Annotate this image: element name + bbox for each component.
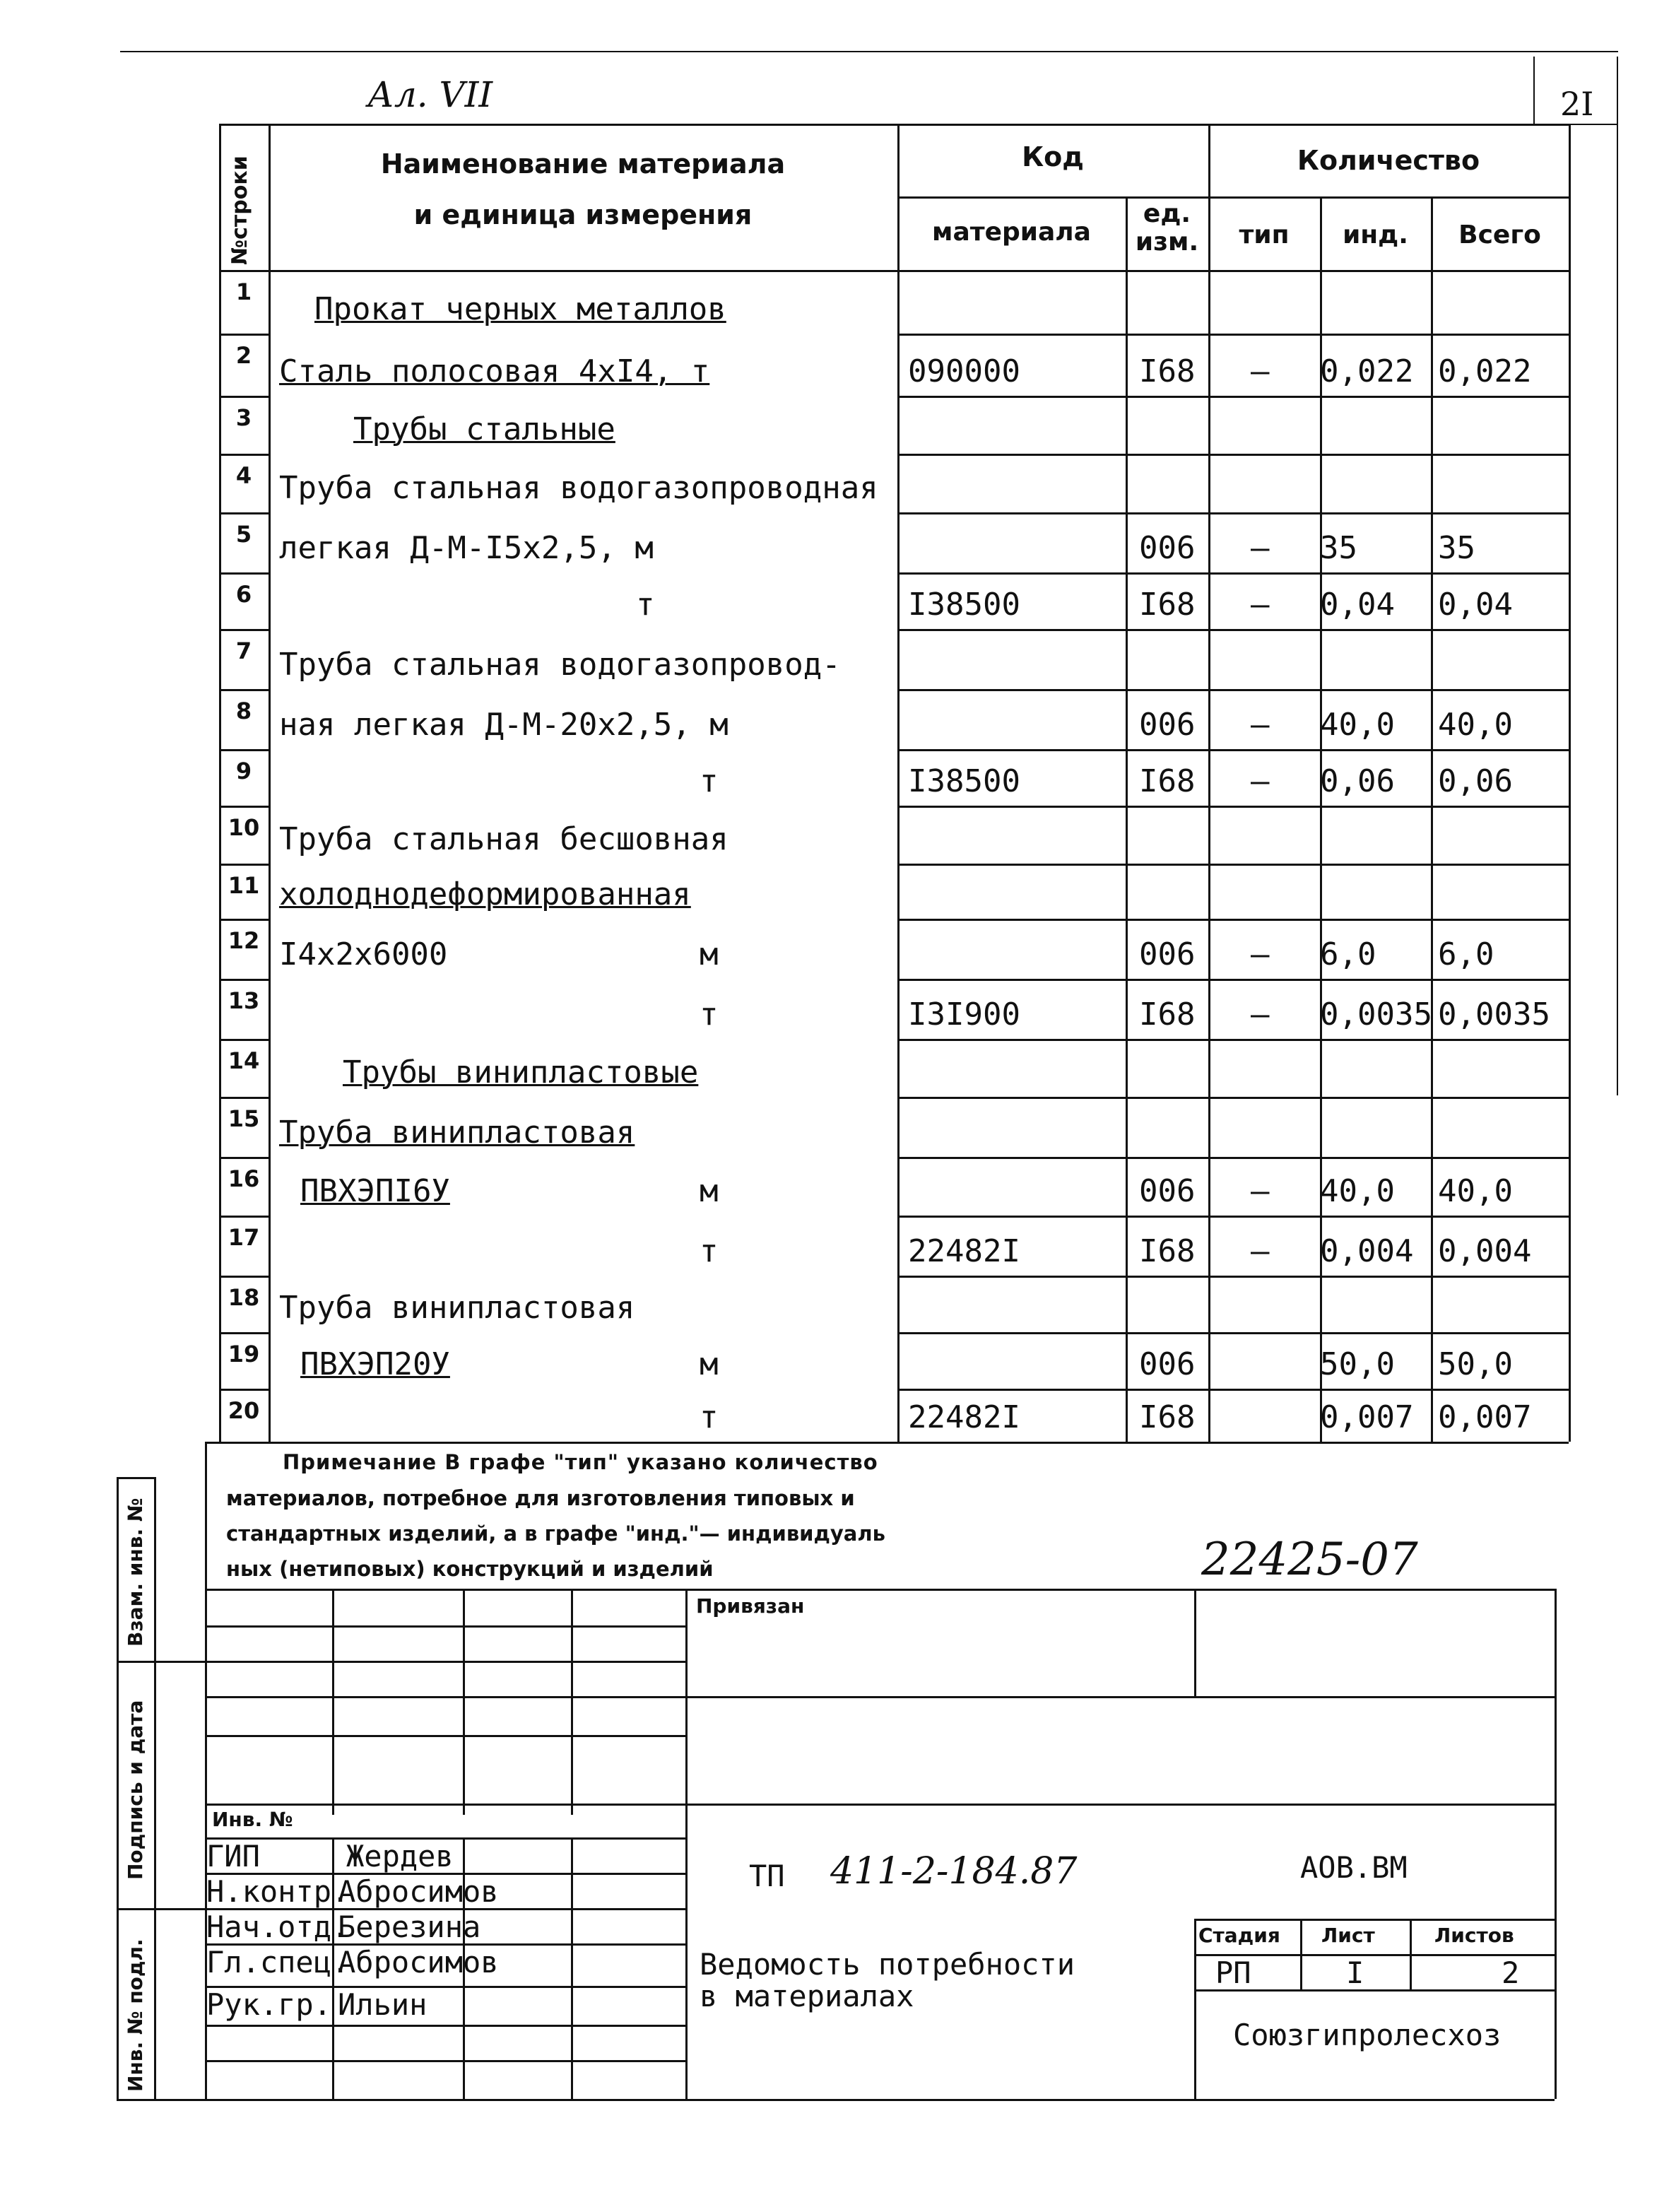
row-number: 10 xyxy=(228,814,260,841)
inv-no-label: Инв. № xyxy=(212,1808,293,1831)
col-code: Код xyxy=(1022,141,1084,172)
sheet-code: АОВ.ВМ xyxy=(1300,1850,1408,1885)
row-total: 0,06 xyxy=(1438,763,1513,799)
row-code: 22482I xyxy=(908,1399,1020,1435)
row-number: 4 xyxy=(235,462,252,489)
row-unit-label: т xyxy=(700,763,719,799)
side-label-podpis: Подпись и дата xyxy=(124,1700,147,1880)
col-qty-total: Всего xyxy=(1458,220,1541,249)
row-unit: I68 xyxy=(1139,587,1196,623)
row-type: – xyxy=(1251,530,1270,566)
sheet-label: Лист xyxy=(1321,1924,1375,1947)
row-number: 13 xyxy=(228,987,260,1014)
row-ind: 0,022 xyxy=(1320,353,1414,389)
note-line-1: Примечание В графе "тип" указано количество xyxy=(283,1450,878,1474)
staff-name: Абросимов xyxy=(338,1945,499,1979)
row-name: легкая Д-М-I5х2,5, м xyxy=(279,530,654,566)
row-name: Труба винипластовая xyxy=(279,1290,635,1326)
row-name: Труба стальная водогазопроводная xyxy=(279,470,878,506)
staff-role: Нач.отд. xyxy=(206,1910,350,1944)
row-unit-label: т xyxy=(700,1399,719,1435)
staff-role: Гл.спец. xyxy=(206,1945,350,1979)
stage-label: Стадия xyxy=(1198,1924,1280,1947)
page-number: 2I xyxy=(1560,85,1594,123)
side-label-inv: Инв. № подл. xyxy=(124,1939,147,2092)
row-name: Труба винипластовая xyxy=(279,1114,635,1151)
row-number: 6 xyxy=(235,581,252,608)
row-code: 090000 xyxy=(908,353,1020,389)
col-qty: Количество xyxy=(1297,145,1480,176)
row-total: 35 xyxy=(1438,530,1475,566)
row-unit: 006 xyxy=(1139,1346,1196,1382)
row-name: I4х2х6000 xyxy=(279,936,448,972)
row-unit: I68 xyxy=(1139,1233,1196,1269)
doc-title-line1: Ведомость потребности xyxy=(700,1947,1075,1982)
project-number: 411-2-184.87 xyxy=(830,1850,1078,1893)
row-type: – xyxy=(1251,763,1270,799)
row-number: 17 xyxy=(228,1224,260,1251)
row-ind: 0,04 xyxy=(1320,587,1395,623)
row-unit-label: м xyxy=(700,1173,719,1209)
sheet-value: I xyxy=(1346,1955,1364,1990)
row-ind: 6,0 xyxy=(1320,936,1376,972)
row-unit: I68 xyxy=(1139,996,1196,1033)
sheets-label: Листов xyxy=(1434,1924,1514,1947)
row-unit-label: т xyxy=(700,1233,719,1269)
row-number: 2 xyxy=(235,342,252,369)
row-number: 9 xyxy=(235,758,252,784)
organization: Союзгипролесхоз xyxy=(1233,2018,1502,2052)
row-ind: 40,0 xyxy=(1320,1173,1395,1209)
row-code: 22482I xyxy=(908,1233,1020,1269)
row-name: ная легкая Д-М-20х2,5, м xyxy=(279,707,729,743)
row-ind: 0,004 xyxy=(1320,1233,1414,1269)
row-total: 0,04 xyxy=(1438,587,1513,623)
col-qty-ind: инд. xyxy=(1343,220,1408,249)
row-ind: 0,0035 xyxy=(1320,996,1432,1033)
staff-role: Рук.гр. xyxy=(206,1987,332,2022)
row-number: 19 xyxy=(228,1341,260,1367)
note-line-2: материалов, потребное для изготовления типовых и xyxy=(226,1486,855,1510)
top-border-line xyxy=(120,51,1618,52)
row-number: 3 xyxy=(235,404,252,431)
row-unit-label: м xyxy=(700,1346,719,1382)
row-number: 7 xyxy=(235,637,252,664)
row-type: – xyxy=(1251,353,1270,389)
row-number: 8 xyxy=(235,698,252,724)
row-unit: 006 xyxy=(1139,1173,1196,1209)
row-name: Труба стальная бесшовная xyxy=(279,821,729,857)
stamp-number: 22425-07 xyxy=(1201,1534,1418,1586)
row-number: 1 xyxy=(235,278,252,305)
side-label-vzam: Взам. инв. № xyxy=(124,1498,147,1647)
row-type: – xyxy=(1251,1173,1270,1209)
row-ind: 35 xyxy=(1320,530,1357,566)
staff-name: Абросимов xyxy=(338,1874,499,1909)
row-name: Трубы винипластовые xyxy=(343,1054,699,1090)
staff-role: Н.контр. xyxy=(206,1874,350,1909)
row-ind: 40,0 xyxy=(1320,707,1395,743)
row-total: 50,0 xyxy=(1438,1346,1513,1382)
row-unit: I68 xyxy=(1139,763,1196,799)
col-code-unit xyxy=(1126,200,1208,257)
stage-value: РП xyxy=(1215,1955,1251,1990)
row-name: Прокат черных металлов xyxy=(314,291,726,327)
col-code-material: материала xyxy=(932,218,1091,247)
row-unit: 006 xyxy=(1139,936,1196,972)
note-line-3: стандартных изделий, а в графе "инд."— индивидуаль xyxy=(226,1522,885,1546)
row-number: 16 xyxy=(228,1165,260,1192)
row-type: – xyxy=(1251,1233,1270,1269)
row-name: ПВХЭПI6У xyxy=(300,1173,450,1209)
col-row-no: №строки xyxy=(228,155,252,265)
col-qty-type: тип xyxy=(1239,220,1290,249)
staff-name: Березина xyxy=(338,1910,481,1944)
doc-title-line2: в материалах xyxy=(700,1979,914,2013)
row-type: – xyxy=(1251,996,1270,1033)
row-unit: 006 xyxy=(1139,707,1196,743)
row-name: Трубы стальные xyxy=(353,411,615,447)
row-unit: I68 xyxy=(1139,353,1196,389)
row-total: 0,0035 xyxy=(1438,996,1550,1033)
row-number: 15 xyxy=(228,1105,260,1132)
row-ind: 50,0 xyxy=(1320,1346,1395,1382)
row-total: 0,004 xyxy=(1438,1233,1532,1269)
row-name: ПВХЭП20У xyxy=(300,1346,450,1382)
project-prefix: ТП xyxy=(749,1859,785,1893)
row-unit-label: т xyxy=(700,996,719,1033)
row-code: I38500 xyxy=(908,763,1020,799)
row-type: – xyxy=(1251,587,1270,623)
row-ind: 0,06 xyxy=(1320,763,1395,799)
col-name-line1: Наименование материала xyxy=(380,148,786,180)
row-number: 14 xyxy=(228,1047,260,1074)
right-frame-line xyxy=(1617,57,1618,1095)
corner-note: Ал. VII xyxy=(367,74,493,115)
sheets-value: 2 xyxy=(1502,1955,1520,1990)
col-code-unit-l2: изм. xyxy=(1135,228,1199,257)
row-total: 0,022 xyxy=(1438,353,1532,389)
row-number: 20 xyxy=(228,1397,260,1424)
note-line-4: ных (нетиповых) конструкций и изделий xyxy=(226,1557,714,1581)
privyazan-label: Привязан xyxy=(696,1594,805,1618)
row-type: – xyxy=(1251,936,1270,972)
row-code: I3I900 xyxy=(908,996,1020,1033)
row-total: 40,0 xyxy=(1438,707,1513,743)
col-code-unit-l1: ед. xyxy=(1143,199,1191,228)
row-total: 40,0 xyxy=(1438,1173,1513,1209)
staff-role: ГИП xyxy=(206,1839,260,1873)
row-unit: I68 xyxy=(1139,1399,1196,1435)
row-number: 5 xyxy=(235,521,252,548)
row-name: холоднодеформированная xyxy=(279,876,691,912)
page-number-box-side xyxy=(1533,57,1535,124)
row-number: 12 xyxy=(228,927,260,954)
staff-name: Жердев xyxy=(346,1839,454,1873)
row-total: 0,007 xyxy=(1438,1399,1532,1435)
row-total: 6,0 xyxy=(1438,936,1494,972)
row-name: Труба стальная водогазопровод- xyxy=(279,647,841,683)
row-unit: 006 xyxy=(1139,530,1196,566)
col-name-line2: и единица измерения xyxy=(413,199,753,230)
staff-name: Ильин xyxy=(338,1987,427,2022)
row-name: Сталь полосовая 4хI4, т xyxy=(279,353,710,389)
row-ind: 0,007 xyxy=(1320,1399,1414,1435)
row-type: – xyxy=(1251,707,1270,743)
row-number: 11 xyxy=(228,872,260,899)
row-unit-label: м xyxy=(700,936,719,972)
row-unit-label: т xyxy=(636,587,655,623)
row-number: 18 xyxy=(228,1284,260,1311)
row-code: I38500 xyxy=(908,587,1020,623)
